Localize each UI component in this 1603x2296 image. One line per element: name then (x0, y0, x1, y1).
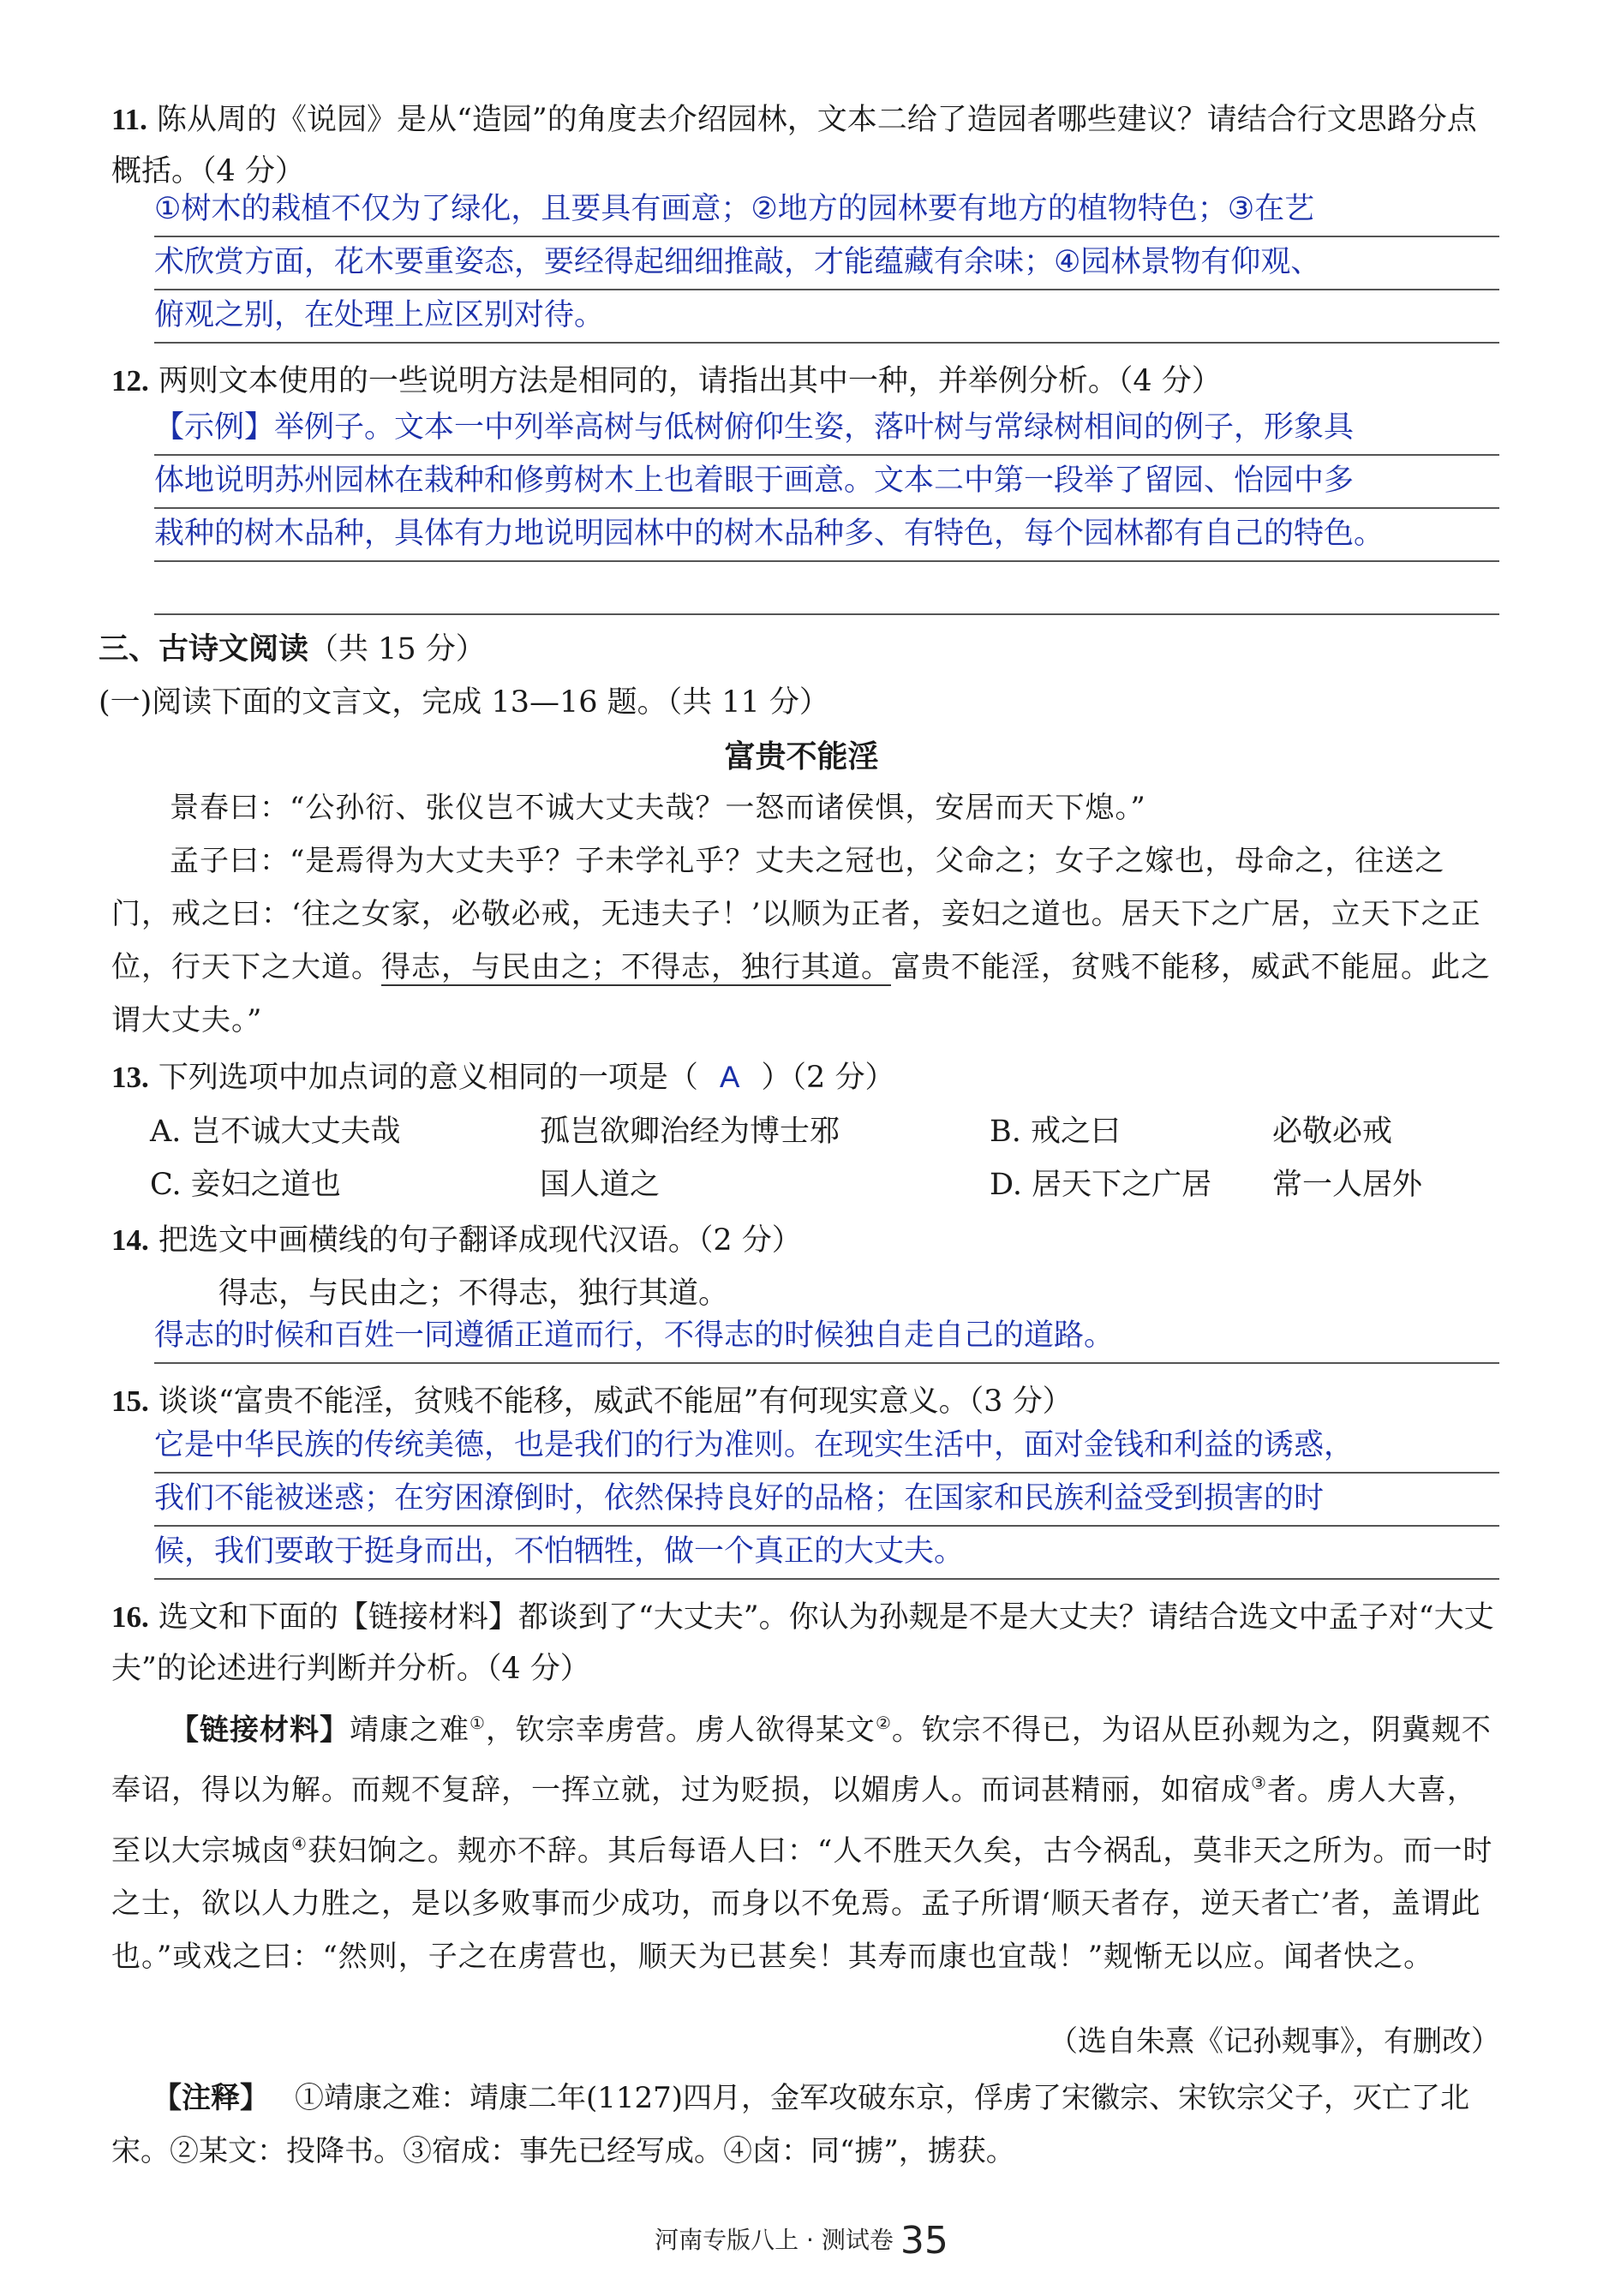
passage-paragraph: 景春曰：“公孙衍、张仪岂不诚大丈夫哉？一怒而诸侯惧，安居而天下熄。” (170, 791, 1146, 825)
option-b: B. 戒之曰 (990, 1115, 1121, 1149)
option-d-compare: 常一人居外 (1272, 1168, 1423, 1202)
answer-line: 候，我们要敢于挺身而出，不怕牺牲，做一个真正的大丈夫。 (154, 1527, 1499, 1580)
question-text: 陈从周的《说园》是从“造园”的角度去介绍园林，文本二给了造园者哪些建议？请结合行文思路分点概括。（4 分） (111, 103, 1477, 188)
answer-line: 术欣赏方面，花木要重姿态，要经得起细细推敲，才能蕴藏有余味；④园林景物有仰观、 (154, 237, 1499, 290)
question-number: 15. (111, 1384, 149, 1418)
notes (111, 2072, 1499, 2178)
section-title: 三、古诗文阅读 (99, 632, 309, 667)
answer-line: 【示例】举例子。文本一中列举高树与低树俯仰生姿，落叶树与常绿树相间的例子，形象具 (154, 403, 1499, 456)
translate-sentence: 得志，与民由之；不得志，独行其道。 (218, 1277, 729, 1311)
underlined-sentence: 得志，与民由之；不得志，独行其道。 (381, 950, 891, 984)
material-label: 【链接材料】 (170, 1713, 350, 1748)
question-13 (111, 1052, 1499, 1103)
section-score: （共 15 分） (308, 632, 486, 667)
question-16 (111, 1592, 1499, 1695)
notes-text: ①靖康之难：靖康二年(1127)四月，金军攻破东京，俘虏了宋徽宗、宋钦宗父子，灭亡了北宋。②某文：投降书。③宿成：事先已经写成。④卤：同“掳”，掳获。 (111, 2081, 1470, 2168)
passage-text (111, 781, 1499, 1047)
answer-line: 它是中华民族的传统美德，也是我们的行为准则。在现实生活中，面对金钱和利益的诱惑， (154, 1420, 1499, 1474)
answer-line: 栽种的树木品种，具体有力地说明园林中的树木品种多、有特色，每个园林都有自己的特色。 (154, 509, 1499, 562)
answer-line: 俯观之别，在处理上应区别对待。 (154, 290, 1499, 344)
subsection-heading: (一)阅读下面的文言文，完成 13—16 题。（共 11 分） (99, 685, 829, 720)
option-a-compare: 孤岂欲卿治经为博士邪 (540, 1115, 840, 1149)
answer-choice: A (720, 1061, 740, 1094)
material-segment: 者。虏人大喜，至以大宗城卤 (111, 1773, 1477, 1868)
option-c: C. 妾妇之道也 (150, 1168, 341, 1202)
question-number: 13. (111, 1061, 149, 1094)
notes-label: 【注释】 (153, 2081, 269, 2115)
section-heading (99, 624, 486, 675)
source-citation: （选自朱熹《记孙觌事》，有删改） (1049, 2024, 1500, 2059)
question-text: 两则文本使用的一些说明方法是相同的，请指出其中一种，并举例分析。（4 分） (158, 364, 1222, 398)
passage-segment: 孟子曰：“是焉得为大丈夫乎？子未学礼乎？丈夫之冠也，父命之；女子之嫁也，母命之，往送之门，戒之曰：‘往之女家，必敬必戒，无违夫子！’以顺为正者，妾妇之道也。居天下之广居，立天下之正位，行天下之大道。 (111, 844, 1481, 984)
question-15 (111, 1376, 1499, 1427)
option-a: A. 岂不诚大丈夫哉 (150, 1115, 401, 1149)
answer-line: ①树木的栽植不仅为了绿化，且要具有画意；②地方的园林要有地方的植物特色；③在艺 (154, 184, 1499, 237)
material-paragraph (111, 1696, 1499, 1983)
passage-paragraph (111, 834, 1499, 1047)
material-segment: 。钦宗不得已，为诏从臣孙觌为之，阴冀觌不奉诏，得以为解。而觌不复辞，一挥立就，过为贬损，以媚虏人。而词甚精丽，如宿成 (111, 1713, 1492, 1808)
page-footer (0, 2219, 1603, 2263)
question-14 (111, 1215, 1499, 1266)
question-number: 12. (111, 364, 149, 398)
option-c-compare: 国人道之 (540, 1168, 661, 1202)
option-b-compare: 必敬必戒 (1272, 1115, 1393, 1149)
question-11 (111, 94, 1499, 197)
question-text: 下列选项中加点词的意义相同的一项是（ (158, 1061, 698, 1095)
option-d: D. 居天下之广居 (990, 1168, 1212, 1202)
question-12 (111, 356, 1499, 407)
passage-title: 富贵不能淫 (724, 739, 879, 774)
question-number: 16. (111, 1600, 149, 1634)
question-text: 谈谈“富贵不能淫，贫贱不能移，威武不能屈”有何现实意义。（3 分） (158, 1384, 1073, 1419)
answer-line: 得志的时候和百姓一同遵循正道而行，不得志的时候独自走自己的道路。 (154, 1311, 1499, 1364)
question-number: 11. (111, 103, 147, 136)
footnote-marker: ② (875, 1713, 892, 1733)
material-segment: ，钦宗幸虏营。虏人欲得某文 (485, 1713, 876, 1748)
answer-line: 我们不能被迷惑；在穷困潦倒时，依然保持良好的品格；在国家和民族利益受到损害的时 (154, 1474, 1499, 1527)
question-text: 选文和下面的【链接材料】都谈到了“大丈夫”。你认为孙觌是不是大丈夫？请结合选文中孟子对“大丈夫”的论述进行判断并分析。（4 分） (111, 1600, 1494, 1686)
notes-paragraph (111, 2072, 1499, 2178)
footnote-marker: ① (470, 1713, 486, 1733)
material-segment: 靖康之难 (350, 1713, 470, 1748)
footnote-marker: ④ (291, 1833, 308, 1854)
page-number: 35 (900, 2219, 948, 2263)
question-number: 14. (111, 1223, 149, 1257)
linked-material (111, 1696, 1499, 1983)
footer-label: 河南专版八上 · 测试卷 (655, 2226, 894, 2254)
passage-segment: 富贵不能淫，贫贱不能移，威武不能屈。此之谓大丈夫。” (111, 950, 1491, 1037)
question-text: 把选文中画横线的句子翻译成现代汉语。（2 分） (158, 1223, 802, 1258)
material-segment: 获妇饷之。觌亦不辞。其后每语人曰：“人不胜天久矣，古今祸乱，莫非天之所为。而一时之士，欲以人力胜之，是以多败事而少成功，而身以不免焉。孟子所谓‘顺天者存，逆天者亡’者，盖谓此也。”或戏之曰：“然则，子之在虏营也，顺天为已甚矣！其寿而康也宜哉！”觌惭无以应。闻者快之。 (111, 1833, 1493, 1974)
question-text: ）（2 分） (761, 1061, 895, 1095)
footnote-marker: ③ (1251, 1773, 1267, 1794)
answer-line: 体地说明苏州园林在栽种和修剪树木上也着眼于画意。文本二中第一段举了留园、怡园中多 (154, 456, 1499, 509)
answer-line (154, 562, 1499, 615)
